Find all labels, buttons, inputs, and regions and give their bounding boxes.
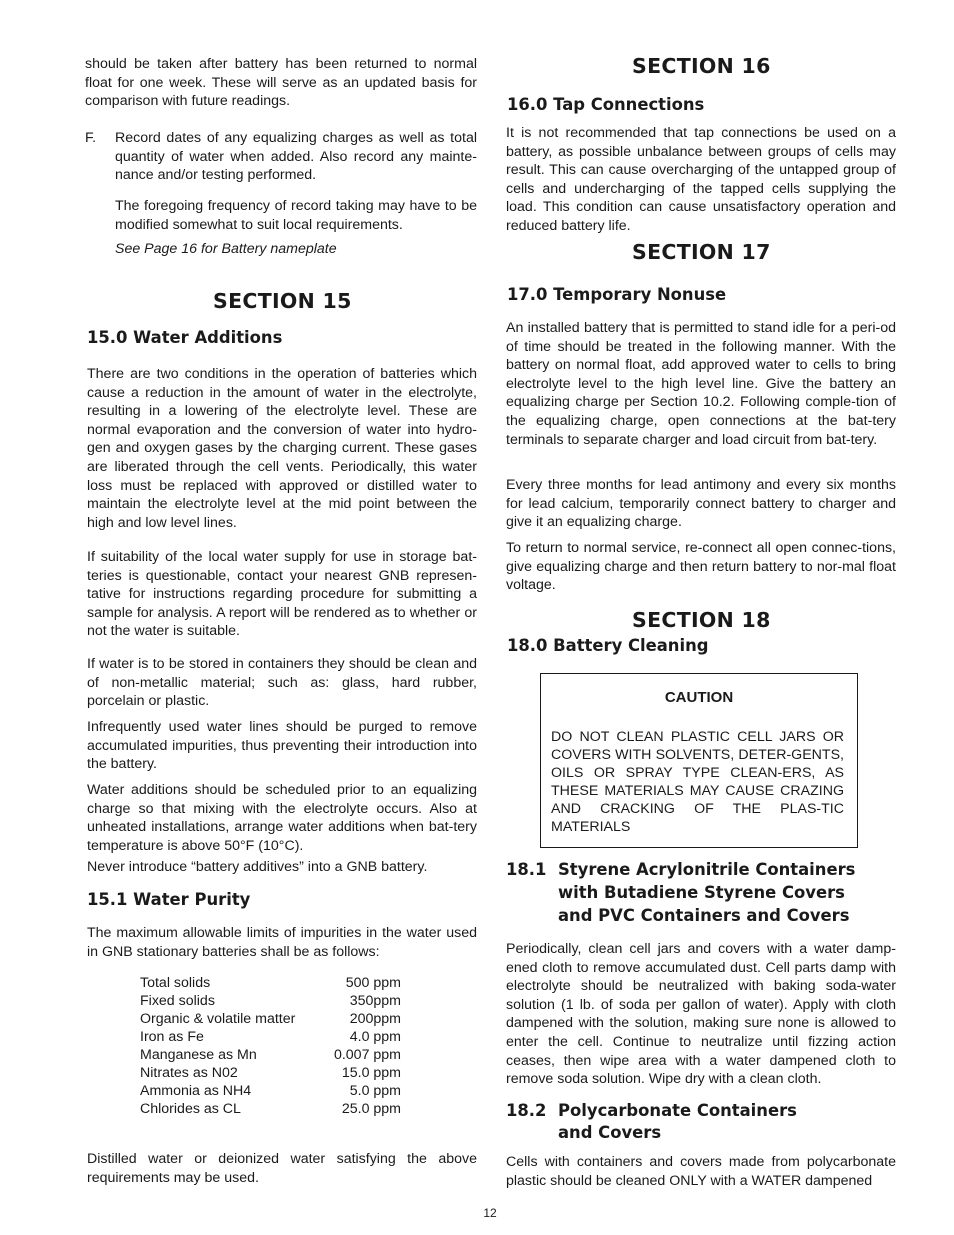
caution-title: CAUTION [664, 689, 734, 706]
heading-18-1 [506, 859, 896, 929]
impurity-limit: 500 ppm [345, 975, 401, 991]
heading-18-1-line-3: and PVC Containers and Covers [558, 906, 850, 925]
caution-text: DO NOT CLEAN PLASTIC CELL JARS OR COVERS WITH SOLVENTS, DETER-GENTS, OILS OR SPRAY TYPE CLEAN-ERS, AS THESE MATERIALS MAY CAUSE CRAZING AND CRACKING OF THE PLAS-TIC MATERIALS [551, 729, 844, 835]
heading-16-0: 16.0 Tap Connections [507, 95, 705, 114]
heading-18-0: 18.0 Battery Cleaning [507, 636, 709, 655]
s18-2-paragraph-1: Cells with containers and covers made from polycarbonate plastic should be cleaned ONLY with a WATER dampened [506, 1154, 896, 1189]
s15-1-paragraph-1: The maximum allowable limits of impurities in the water used in GNB stationary batteries shall be as follows: [87, 925, 477, 960]
heading-18-2-line-2: and Covers [558, 1123, 662, 1142]
impurity-name: Ammonia as NH4 [140, 1083, 252, 1099]
section-17-title: SECTION 17 [632, 240, 771, 264]
heading-18-2-number: 18.2 [506, 1101, 547, 1120]
impurity-name: Organic & volatile matter [140, 1011, 296, 1027]
nameplate-note: See Page 16 for Battery nameplate [115, 241, 337, 257]
s15-0-paragraph-1: There are two conditions in the operation of batteries which cause a reduction in the amount of water in the electrolyte, resulting in a lowering of the electrolyte level. These are normal evaporation and the conversion of water into hydro-gen and oxygen gases by the charging current. These gases are liberated through the cell vents. Periodically, this water loss must be replaced with approved or distilled water to maintain the electrolyte level at the mid point between the high and low level lines. [87, 366, 477, 531]
s15-0-paragraph-4: Infrequently used water lines should be purged to remove accumulated impurities, thus preventing their introduction into the battery. [87, 719, 477, 773]
s15-0-paragraph-3: If water is to be stored in containers they should be clean and of non-metallic material; such as: glass, hard rubber, porcelain or plastic. [87, 656, 477, 710]
table-row [140, 1064, 401, 1082]
impurities-table [140, 974, 401, 1120]
table-row [140, 1046, 401, 1064]
heading-17-0: 17.0 Temporary Nonuse [507, 285, 727, 304]
s15-0-paragraph-2: If suitability of the local water supply for use in storage bat-teries is questionable, contact your nearest GNB represen-tative for instructions regarding procedure for submitting a sample for analysis. A report will be rendered as to whether or not the water is suitable. [87, 549, 477, 640]
s15-0-paragraph-6: Never introduce “battery additives” into a GNB battery. [87, 859, 428, 875]
table-row [140, 1028, 401, 1046]
impurity-name: Total solids [140, 975, 211, 991]
s17-0-paragraph-3: To return to normal service, re-connect all open connec-tions, give equalizing charge and then return battery to nor-mal float voltage. [506, 540, 896, 594]
impurity-limit: 350ppm [349, 993, 401, 1009]
impurity-name: Manganese as Mn [140, 1047, 257, 1063]
table-row [140, 1082, 401, 1100]
impurity-limit: 25.0 ppm [341, 1101, 401, 1117]
s15-0-paragraph-5: Water additions should be scheduled prior to an equalizing charge so that mixing with the electrolyte occurs. Also at unheated installations, arrange water additions when bat-tery temperature is above 50°F (10°C). [87, 782, 477, 854]
heading-18-2 [506, 1100, 896, 1146]
foregoing-paragraph: The foregoing frequency of record taking may have to be modified somewhat to suit local requirements. [115, 198, 477, 233]
intro-paragraph: should be taken after battery has been returned to normal float for one week. These will serve as an updated basis for comparison with future readings. [85, 56, 477, 110]
s17-0-paragraph-2: Every three months for lead antimony and every six months for lead calcium, temporarily connect battery to charger and give it an equalizing charge. [506, 477, 896, 531]
s17-0-paragraph-1: An installed battery that is permitted to stand idle for a peri-od of time should be treated in the following manner. With the battery on normal float, add approved water to cells to bring electrolyte level to the high level line. Give the battery an equalizing charge per Section 10.2. Following comple-tion of the equalizing charge, open connections at the bat-tery terminals to separate charger and load circuit from bat-tery. [506, 320, 896, 448]
page-number: 12 [483, 1206, 497, 1220]
heading-18-1-line-1: Styrene Acrylonitrile Containers [558, 860, 856, 879]
heading-18-2-line-1: Polycarbonate Containers [558, 1101, 797, 1120]
impurity-name: Fixed solids [140, 993, 215, 1009]
s16-0-paragraph-1: It is not recommended that tap connections be used on a battery, as possible unbalance between groups of cells may result. This can cause overcharging of the untapped group of cells and undercharging of the tapped cells supplying the load. This condition can cause unsatisfactory operation and reduced battery life. [506, 125, 896, 234]
heading-15-0: 15.0 Water Additions [87, 328, 283, 347]
section-16-title: SECTION 16 [632, 54, 771, 78]
impurity-limit: 200ppm [349, 1011, 401, 1027]
section-15-title: SECTION 15 [213, 289, 352, 313]
impurity-limit: 4.0 ppm [349, 1029, 401, 1045]
heading-18-1-line-2: with Butadiene Styrene Covers [558, 883, 845, 902]
s18-1-paragraph-1: Periodically, clean cell jars and covers with a water damp-ened cloth to remove accumulated dust. Cell parts damp with electrolyte should be neutralized with baking soda-water solution (1 lb. of soda per gallon of water). Apply with cloth dampened with the solution, making sure none is allowed to enter the cell. Continue to neutralize until fizzing action ceases, then wipe area with a water dampened cloth to remove soda solution. Wipe dry with a clean cloth. [506, 941, 896, 1088]
heading-15-1: 15.1 Water Purity [87, 890, 251, 909]
list-item-label: F. [85, 130, 97, 146]
impurity-name: Nitrates as N02 [140, 1065, 238, 1081]
impurity-limit: 0.007 ppm [333, 1047, 401, 1063]
impurity-name: Iron as Fe [140, 1029, 204, 1045]
caution-box [540, 673, 858, 848]
table-row [140, 974, 401, 992]
table-row [140, 992, 401, 1010]
impurity-limit: 5.0 ppm [349, 1083, 401, 1099]
section-18-title: SECTION 18 [632, 608, 771, 632]
table-row [140, 1010, 401, 1028]
table-row [140, 1100, 401, 1118]
s15-1-paragraph-2: Distilled water or deionized water satisfying the above requirements may be used. [87, 1151, 477, 1186]
impurity-name: Chlorides as CL [140, 1101, 241, 1117]
impurity-limit: 15.0 ppm [341, 1065, 401, 1081]
heading-18-1-number: 18.1 [506, 860, 547, 879]
list-item-text: Record dates of any equalizing charges as well as total quantity of water when added. Also record any mainte-nance and/or testing performed. [115, 130, 477, 184]
